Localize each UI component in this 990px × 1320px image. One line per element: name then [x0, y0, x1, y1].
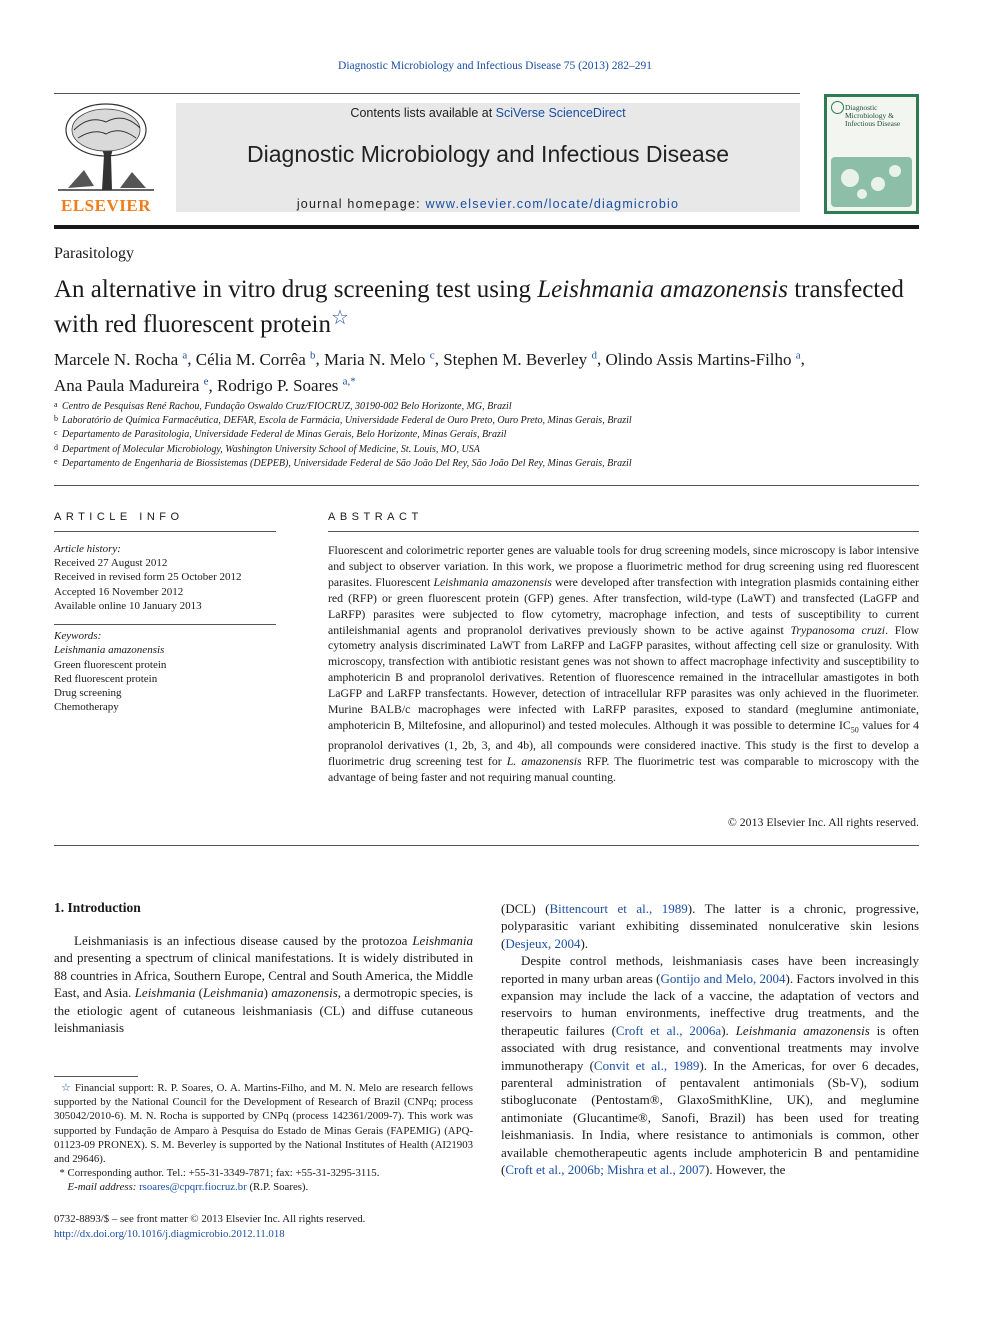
- citation-link[interactable]: Bittencourt et al., 1989: [549, 901, 688, 916]
- author-name: Célia M. Corrêa: [195, 349, 306, 369]
- author[interactable]: [443, 350, 597, 369]
- author-separator: ,: [434, 349, 444, 369]
- affiliation: [54, 414, 934, 426]
- article-title: [54, 275, 934, 339]
- title-text: An alternative in vitro drug screening test using: [54, 276, 538, 303]
- history-item: Received in revised form 25 October 2012: [54, 571, 242, 583]
- affiliation-text: Department of Molecular Microbiology, Washington University School of Medicine, St. Louis, MO, USA: [62, 444, 480, 455]
- cover-title-line: Infectious Disease: [845, 119, 901, 128]
- citation-link[interactable]: Gontijo and Melo, 2004: [660, 970, 786, 986]
- history-item: Received 27 August 2012: [54, 557, 168, 569]
- issn-line: 0732-8893/$ – see front matter © 2013 Elsevier Inc. All rights reserved.: [54, 1213, 366, 1225]
- affiliation-label: c: [54, 428, 58, 437]
- keywords-label: [54, 629, 101, 644]
- citation-link[interactable]: Croft et al., 2006b; Mishra et al., 2007: [505, 1162, 706, 1178]
- author[interactable]: [605, 350, 800, 369]
- author-affiliation-mark[interactable]: a,*: [342, 375, 356, 388]
- affiliation: [54, 443, 934, 455]
- funding-footnote: ☆ Financial support: R. P. Soares, O. A. Martins-Filho, and M. N. Melo are research fellows supported by the National Council for the Development of Research of Brazil (CNPq; process 305042/2010-6). M. N. Rocha is supported by CNPq (process 142361/2009-7). This work was supported by Fundação de Amparo à Pesquisa do Estado de Minas Gerais (FAPEMIG) (APQ-01123-09 PRONEX). S. M. Beverley is supported by the National Institutes of Health (AI21903 and 29646).: [54, 1082, 473, 1166]
- history-label: [54, 542, 121, 557]
- cover-cell-icon: [841, 169, 859, 187]
- homepage-line: [176, 197, 800, 211]
- email-link[interactable]: rsoares@cpqrr.fiocruz.br: [139, 1181, 247, 1194]
- elsevier-logo[interactable]: [54, 100, 158, 216]
- affiliation-text: Laboratório de Química Farmacêutica, DEFAR, Escola de Farmácia, Universidade Federal de Ouro Preto, Ouro Preto, Minas Gerais, Brazil: [62, 415, 632, 426]
- author-list: [54, 344, 934, 397]
- keyword-item: Red fluorescent protein: [54, 673, 158, 685]
- author-name: Ana Paula Madureira: [54, 376, 200, 396]
- author-separator: ,: [596, 349, 606, 369]
- author[interactable]: [217, 376, 356, 395]
- author-name: Maria N. Melo: [324, 349, 426, 369]
- history-item: Accepted 16 November 2012: [54, 586, 184, 598]
- journal-title: Diagnostic Microbiology and Infectious Disease: [247, 141, 729, 167]
- intro-right-column: [501, 900, 919, 1179]
- affiliation-label: b: [54, 414, 58, 423]
- keywords-label-text: Keywords:: [54, 630, 102, 642]
- affiliation: [54, 400, 934, 412]
- intro-heading: 1. Introduction: [54, 900, 141, 915]
- author-name: Olindo Assis Martins-Filho: [605, 349, 792, 369]
- journal-cover[interactable]: [824, 94, 919, 214]
- sciencedirect-link[interactable]: SciVerse ScienceDirect: [495, 106, 626, 120]
- cover-image: [831, 157, 912, 207]
- affiliation-label: e: [54, 457, 58, 466]
- cover-inner: [827, 97, 916, 211]
- divider: [54, 485, 919, 486]
- intro-paragraph: Despite control methods, leishmaniasis cases have been increasingly reported in many urban areas (Gontijo and Melo, 2004). Factors involved in this expansion may include the lack of a vaccine, the adaptation of vectors and reservoirs to human environments, ineffective drug treatments, and the therapeutic failures (Croft et al., 2006a). Leishmania amazonensis is often associated with drug resistance, and conventional treatments may involve immunotherapy (Convit et al., 1989). In the Americas, for over 6 decades, parenteral administration of pentavalent antimonials (Sb-V), sodium stibogluconate (Pentostam®, GlaxoSmithKline, UK), and meglumine antimoniate (Glucantime®, Sanofi, Brazil) has been used for treating leishmaniasis. In India, where resistance to antimonials is common, other available chemotherapeutic agents include amphotericin B and pentamidine (Croft et al., 2006b; Mishra et al., 2007). However, the: [501, 953, 919, 1178]
- history-item: Available online 10 January 2013: [54, 600, 202, 612]
- elsevier-tree-icon: [54, 100, 158, 194]
- author-affiliation-mark[interactable]: e: [203, 375, 209, 388]
- author[interactable]: [54, 376, 209, 395]
- affiliation-label: a: [54, 400, 58, 409]
- journal-header: [176, 103, 800, 212]
- footnote-rule: [54, 1076, 138, 1077]
- cover-title-line: Diagnostic: [845, 103, 878, 112]
- contents-prefix: Contents lists available at: [350, 106, 496, 120]
- cover-title-line: Microbiology &: [845, 111, 894, 120]
- author-affiliation-mark[interactable]: d: [591, 349, 597, 361]
- abstract-text: Fluorescent and colorimetric reporter genes are valuable tools for drug screening models, since microscopy is labor intensive and subject to observer variation. In this work, we propose a fluorimetric method for drug screening using red fluorescent parasites. Fluorescent Leishmania amazonensis were developed after transfection with integration plasmids containing either red (RFP) or green fluorescent protein (GFP) genes. After transfection, wild-type (LaWT) and transfected (LaGFP and LaRFP) parasites were subjected to flow cytometry, macrophage infection, and tests of susceptibility to current antileishmanial agents and propranolol derivatives previously shown to be active against Trypanosoma cruzi. Flow cytometry analysis discriminated LaWT from LaRFP and LaGFP parasites, without affecting cell size or granulosity. With microscopy, transfection with antibiotic resistant genes was not shown to affect macrophage infectivity and susceptibility to amphotericin B and propranolol derivatives. Retention of fluorescence remained in the intracellular amastigotes in both LaGFP and LaRFP transfectants. However, detection of intracellular RFP parasites was only achieved in the fluorimeter. Murine BALB/c macrophages were infected with LaRFP parasites, exposed to standard (meglumine antimoniate, amphotericin B, Miltefosine, and allopurinol) and tested molecules. Although it was possible to determine $IC_{50}$ values for 4 propranolol derivatives (1, 2b, 3, and 4b), all compounds were considered inactive. This study is the first to develop a fluorimetric drug screening test for L. amazonensis RFP. The fluorimetric test was comparable to microscopy with the advantage of being faster and not requiring manual counting.: [328, 543, 920, 785]
- header-top-rule: [54, 93, 800, 94]
- author-name: Rodrigo P. Soares: [217, 376, 339, 396]
- affiliation: [54, 457, 934, 469]
- title-text: transfected with red fluorescent protein: [54, 276, 904, 338]
- article-info-heading: ARTICLE INFO: [54, 511, 184, 523]
- divider: [54, 845, 919, 846]
- intro-paragraph: Leishmaniasis is an infectious disease caused by the protozoa Leishmania and presenting a spectrum of clinical manifestations. It is widely distributed in 88 countries in Africa, Southern Europe, Central and South America, the Middle East, and Asia. Leishmania (Leishmania) amazonensis, a dermotropic species, is the etiologic agent of cutaneous leishmaniasis (CL) and diffuse cutaneous leishmaniasis: [54, 933, 473, 1036]
- author[interactable]: [54, 350, 187, 369]
- keyword-text: Leishmania amazonensis: [54, 644, 165, 656]
- affiliation-label: d: [54, 443, 58, 452]
- email-footnote: E-mail address: rsoares@cpqrr.fiocruz.br (R.P. Soares).: [67, 1181, 309, 1194]
- article-section: Parasitology: [54, 245, 134, 262]
- divider: [54, 624, 276, 625]
- author-name: Stephen M. Beverley: [443, 349, 588, 369]
- doi-link[interactable]: http://dx.doi.org/10.1016/j.diagmicrobio.2012.11.018: [54, 1228, 285, 1240]
- affiliation: [54, 428, 934, 440]
- intro-paragraph: (DCL) (Bittencourt et al., 1989). The latter is a chronic, progressive, polyparasitic variant exhibiting disseminated nonulcerative skin lesions (Desjeux, 2004).: [501, 901, 919, 951]
- cover-cell-icon: [857, 189, 867, 199]
- divider: [54, 531, 276, 532]
- keyword-item: [54, 643, 164, 658]
- citation-link[interactable]: Desjeux, 2004: [505, 935, 581, 951]
- citation-link[interactable]: Convit et al., 1989: [593, 1057, 700, 1073]
- homepage-prefix: journal homepage:: [296, 197, 426, 211]
- cover-cell-icon: [889, 165, 901, 177]
- affiliation-text: Centro de Pesquisas René Rachou, Fundação Oswaldo Cruz/FIOCRUZ, 30190-002 Belo Horizonte, MG, Brazil: [62, 401, 512, 412]
- cover-title: [845, 104, 915, 128]
- abstract-copyright: © 2013 Elsevier Inc. All rights reserved.: [727, 815, 919, 829]
- author-separator: ,: [315, 349, 325, 369]
- footnote-star-icon: ☆: [60, 1082, 72, 1094]
- keyword-item: Drug screening: [54, 687, 122, 699]
- keyword-item: Green fluorescent protein: [54, 659, 167, 671]
- author-affiliation-mark[interactable]: a: [795, 349, 801, 361]
- affiliation-text: Departamento de Parasitologia, Universidade Federal de Minas Gerais, Belo Horizonte, Minas Gerais, Brazil: [62, 429, 507, 440]
- title-footnote-star-icon[interactable]: ☆: [331, 307, 349, 329]
- author[interactable]: [324, 350, 435, 369]
- author-affiliation-mark[interactable]: a: [182, 349, 188, 361]
- author[interactable]: [196, 350, 316, 369]
- author-separator: ,: [208, 376, 218, 396]
- publisher-name: ELSEVIER: [61, 196, 151, 215]
- header-thick-rule: [54, 225, 919, 229]
- journal-citation[interactable]: Diagnostic Microbiology and Infectious Disease 75 (2013) 282–291: [338, 60, 652, 72]
- corresponding-footnote: * Corresponding author. Tel.: +55-31-3349-7871; fax: +55-31-3295-3115.: [59, 1167, 380, 1180]
- author-name: Marcele N. Rocha: [54, 349, 179, 369]
- footnotes: [54, 1081, 473, 1195]
- author-separator: ,: [187, 349, 196, 369]
- author-separator: ,: [800, 349, 805, 369]
- cover-cell-icon: [871, 177, 885, 191]
- cover-emblem-icon: [831, 101, 844, 114]
- citation-link[interactable]: Croft et al., 2006a: [615, 1022, 722, 1038]
- contents-line: [176, 106, 800, 120]
- author-affiliation-mark[interactable]: c: [429, 349, 435, 361]
- intro-left-column: [54, 932, 473, 1036]
- homepage-link[interactable]: www.elsevier.com/locate/diagmicrobio: [425, 197, 680, 211]
- keyword-item: Chemotherapy: [54, 701, 119, 713]
- title-species: Leishmania amazonensis: [537, 276, 788, 303]
- history-label-text: Article history:: [54, 543, 121, 555]
- author-affiliation-mark[interactable]: b: [310, 349, 316, 361]
- abstract-heading: ABSTRACT: [328, 511, 423, 523]
- affiliation-text: Departamento de Engenharia de Biossistemas (DEPEB), Universidade Federal de São João Del Rey, São João Del Rey, Minas Gerais, Brazil: [62, 458, 632, 469]
- divider: [328, 531, 919, 532]
